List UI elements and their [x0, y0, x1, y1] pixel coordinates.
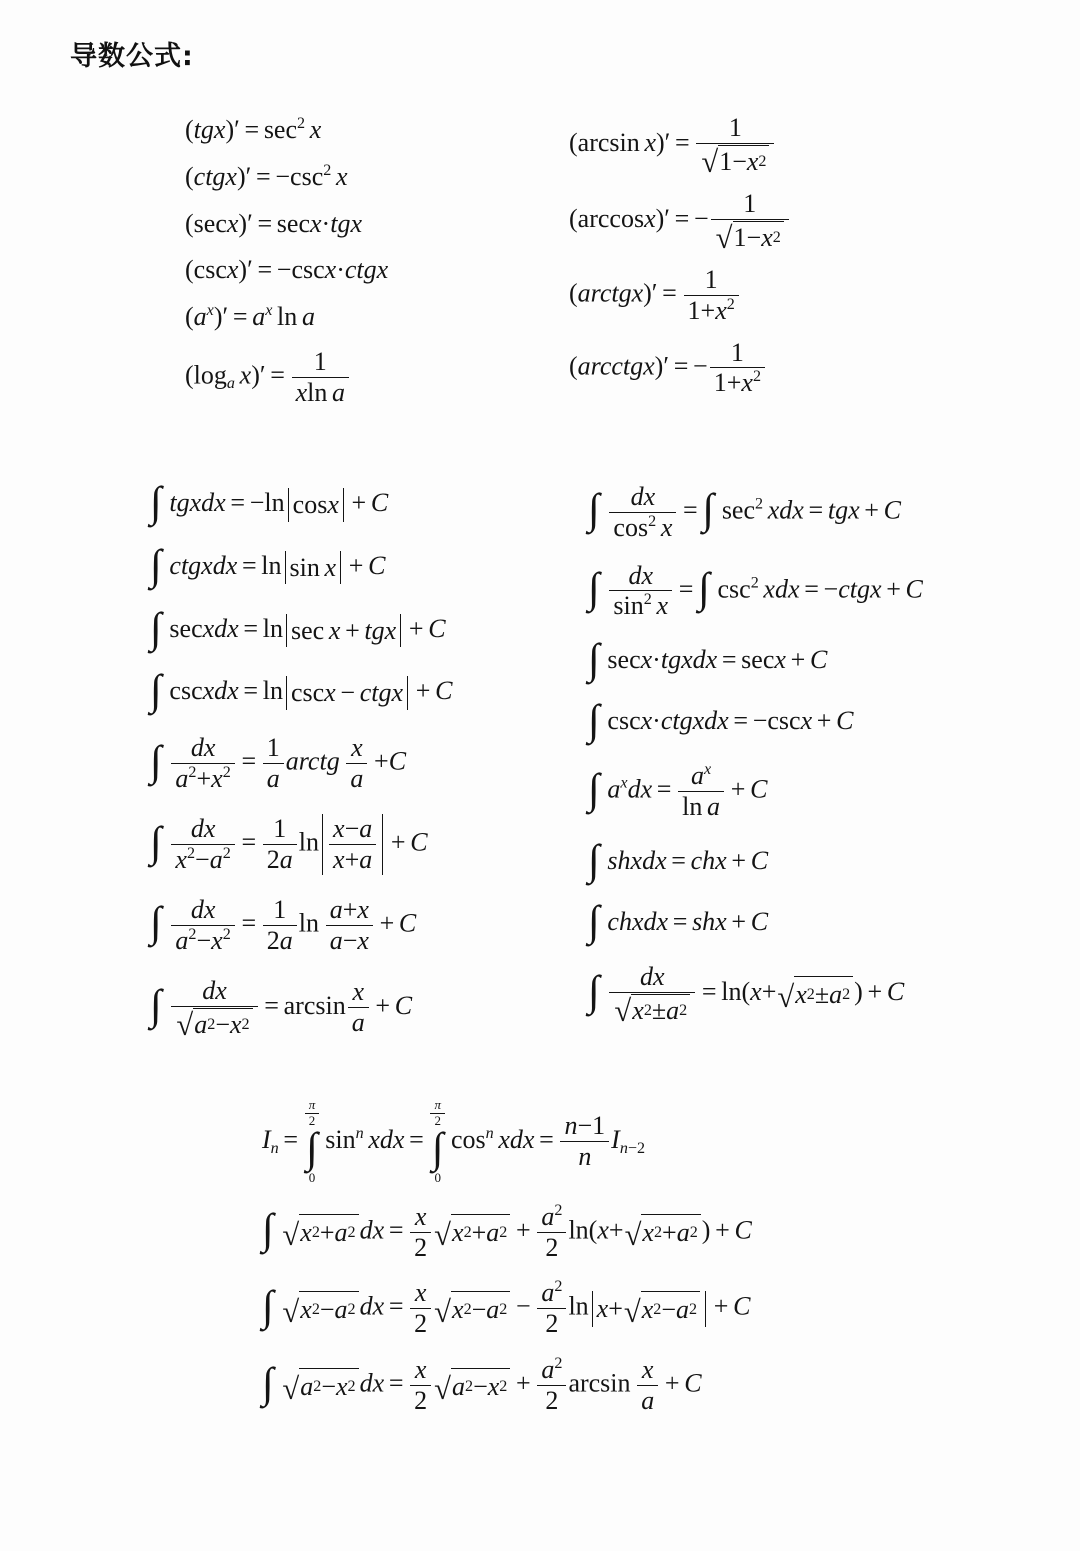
formula-sqrt-a2-minus-x2-dx: ∫ √ a 2 − x 2 dx = $\frac{x}{2}$ √ a 2 − x 2 + $\frac{a^2}{2}$ arcsin $\frac{x}{a}$ + C [262, 1355, 702, 1416]
derivatives-right-column [569, 113, 791, 408]
formula-integral-csc: ∫ cscxdx = ln csc x − ctgx + C [150, 667, 453, 715]
formula-derivative-exp: $(a^x)' = a^x$ ln a [185, 302, 315, 332]
page-title: 导数公式: [70, 41, 194, 72]
formula-integral-x2-minus: ∫ $\frac{dx}{x^2-a^2}$ = $\frac{1}{2a}$ ln $\frac{x-a}{x+a}$ + C [150, 814, 428, 875]
formula-integral-sh: ∫ shxdx = chx + C [588, 836, 769, 884]
reduction-section [262, 1098, 1080, 1416]
formula-integral-sqrt-x2a2: ∫ dx √ x 2 ± a 2 = ln(x+ √ x 2 ± a 2 ) + C [588, 961, 905, 1028]
formula-integral-ctg: ∫ ctgxdx = ln sin x + C [150, 541, 386, 589]
formula-derivative-log: ($\log_a$ x)′ = $\frac{1}{\text{xln a}}$ [185, 347, 563, 408]
derivatives-left-column [185, 113, 563, 408]
integrals-right-column [588, 482, 923, 1040]
derivatives-section [0, 113, 1080, 408]
formula-derivative-ctg: (ctgx)′ = $-\csc^2$ x [185, 161, 348, 191]
integrals-section [0, 478, 1080, 1042]
formula-integral-cos2: ∫ $\frac{dx}{\cos^2 x}$ = ∫ $\sec^2$ xdx = tgx + C [588, 481, 901, 542]
formula-derivative-arctg: (arctgx)′ = $\frac{1}{1+x^2}$ [569, 265, 791, 326]
formula-derivative-arccos: (arccosx)′ = − 1 √ 1− x 2 [569, 189, 791, 253]
formula-integral-ax: ∫ $a^xdx$ = $\frac{a^x}{\text{ln a}}$ + C [588, 761, 768, 822]
formula-derivative-sec: (secx)′ = secx·tgx [185, 208, 362, 238]
formula-sqrt-x2-plus-a2-dx: ∫ √ x 2 + a 2 dx = $\frac{x}{2}$ √ x 2 + a 2 + $\frac{a^2}{2}$ ln(x+ √ x 2 + a 2 ) + C [262, 1201, 752, 1262]
formula-derivative-tg: $(tgx)' = \sec^2 x$ [185, 115, 322, 144]
formula-integral-a2-plus: ∫ $\frac{dx}{a^2+x^2}$ = $\frac{1}{a}$ arctg $\frac{x}{a}$ +C [150, 733, 407, 794]
formula-derivative-arcsin: (arcsin x)′ = 1 √ 1− x 2 [569, 113, 791, 177]
integrals-left-column [150, 478, 552, 1042]
formula-integral-sin2: ∫ $\frac{dx}{\sin^2 x}$ = ∫ $\csc^2$ xdx = −ctgx + C [588, 560, 923, 621]
formula-integral-a2-minus: ∫ $\frac{dx}{a^2-x^2}$ = $\frac{1}{2a}$ ln $\frac{a+x}{a-x}$ + C [150, 894, 417, 955]
formula-integral-sectg: ∫ secx·tgxdx = secx + C [588, 636, 828, 684]
formula-integral-ch: ∫ chxdx = shx + C [588, 897, 769, 945]
formula-derivative-csc: (cscx)′ = −cscx·ctgx [185, 255, 389, 285]
formula-wallis-reduction: $I_n$ = $\frac{\pi}{2}$ ∫ 0 $\sin^n$ xdx = $\frac{\pi}{2}$ ∫ 0 $\cos^n$ xdx = $\frac{n-1}{n}$ $I_{n-2}$ [262, 1096, 646, 1186]
formula-integral-tg: ∫ tgxdx = −ln cos x + C [150, 478, 389, 526]
formula-integral-sec: ∫ secxdx = ln sec x + tgx + C [150, 604, 446, 652]
formula-derivative-arcctg: (arcctgx)′ = − $\frac{1}{1+x^2}$ [569, 338, 791, 399]
formula-sqrt-x2-minus-a2-dx: ∫ √ x 2 − a 2 dx = $\frac{x}{2}$ √ x 2 − a 2 − $\frac{a^2}{2}$ ln x + √ x 2 − a 2 + C [262, 1278, 751, 1339]
formula-integral-sqrt-a2x2: ∫ dx √ a 2 − x 2 = arcsin $\frac{x}{a}$ + C [150, 975, 413, 1042]
formula-integral-cscctg: ∫ cscx·ctgxdx = −cscx + C [588, 697, 854, 745]
